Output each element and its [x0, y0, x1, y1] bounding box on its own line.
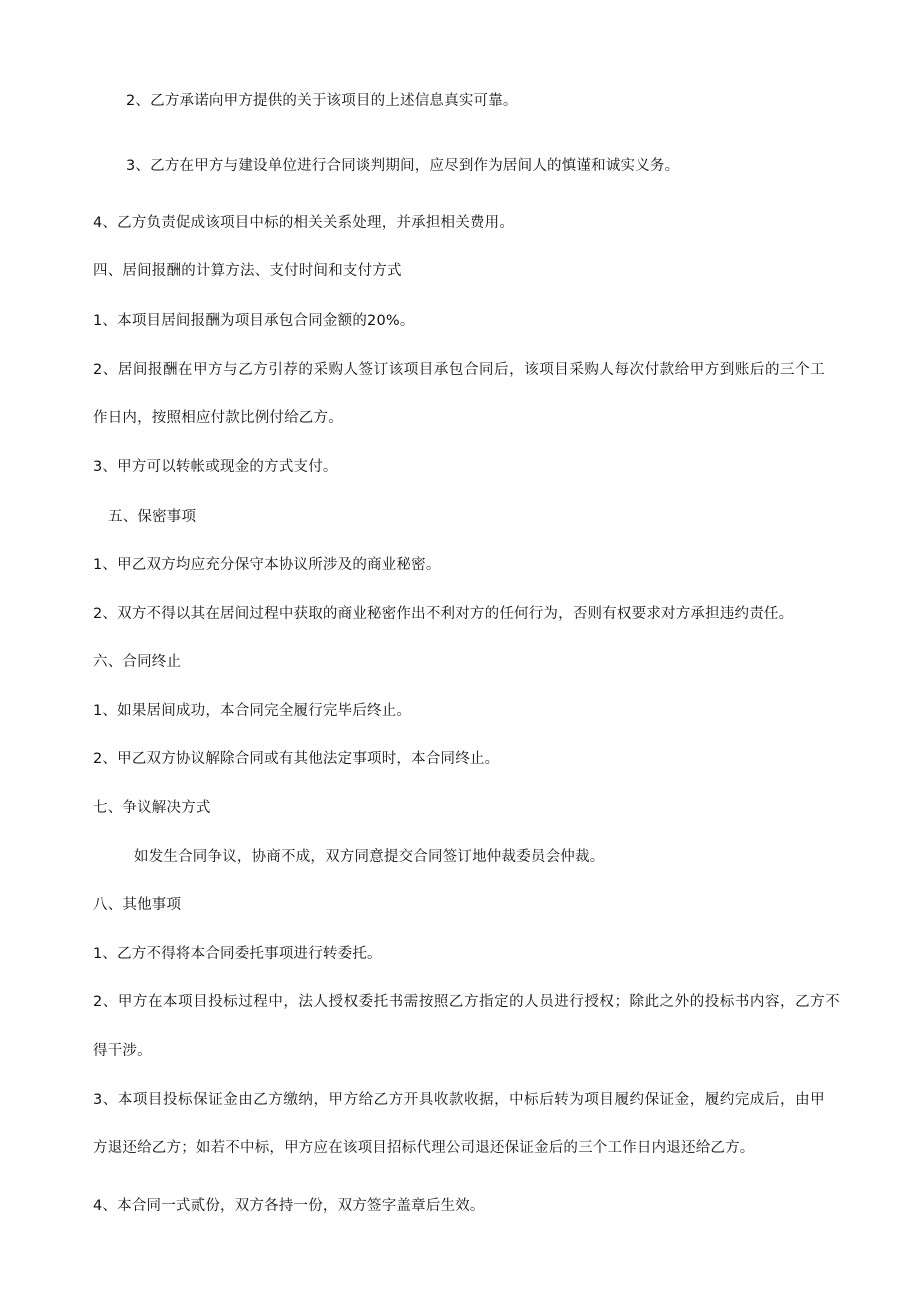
section-heading: 七、争议解决方式	[93, 800, 211, 816]
paragraph: 3、甲方可以转帐或现金的方式支付。	[93, 459, 338, 475]
section-heading: 六、合同终止	[93, 654, 182, 670]
paragraph: 2、双方不得以其在居间过程中获取的商业秘密作出不利对方的任何行为，否则有权要求对方承担违约责任。	[93, 606, 794, 622]
paragraph: 如发生合同争议，协商不成，双方同意提交合同签订地仲裁委员会仲裁。	[134, 849, 605, 865]
paragraph: 4、本合同一式贰份，双方各持一份，双方签字盖章后生效。	[93, 1198, 485, 1214]
section-heading: 四、居间报酬的计算方法、支付时间和支付方式	[93, 263, 402, 279]
paragraph: 2、乙方承诺向甲方提供的关于该项目的上述信息真实可靠。	[126, 93, 518, 109]
section-heading: 五、保密事项	[108, 509, 197, 525]
paragraph: 2、居间报酬在甲方与乙方引荐的采购人签订该项目承包合同后，该项目采购人每次付款给甲方到账后的三个工	[93, 362, 826, 378]
paragraph: 3、本项目投标保证金由乙方缴纳，甲方给乙方开具收款收据，中标后转为项目履约保证金，履约完成后，由甲	[93, 1092, 826, 1108]
paragraph: 1、本项目居间报酬为项目承包合同金额的20%。	[93, 313, 415, 329]
section-heading: 八、其他事项	[93, 897, 182, 913]
paragraph: 2、甲乙双方协议解除合同或有其他法定事项时，本合同终止。	[93, 751, 500, 767]
paragraph: 4、乙方负责促成该项目中标的相关关系处理，并承担相关费用。	[93, 215, 515, 231]
paragraph: 1、如果居间成功，本合同完全履行完毕后终止。	[93, 703, 412, 719]
paragraph-continuation: 方退还给乙方；如若不中标，甲方应在该项目招标代理公司退还保证金后的三个工作日内退还给乙方。	[93, 1140, 755, 1156]
paragraph: 1、乙方不得将本合同委托事项进行转委托。	[93, 946, 382, 962]
paragraph: 1、甲乙双方均应充分保守本协议所涉及的商业秘密。	[93, 557, 441, 573]
paragraph: 2、甲方在本项目投标过程中，法人授权委托书需按照乙方指定的人员进行授权；除此之外的投标书内容，乙方不	[93, 994, 841, 1010]
paragraph: 3、乙方在甲方与建设单位进行合同谈判期间，应尽到作为居间人的慎谨和诚实义务。	[126, 158, 680, 174]
paragraph-continuation: 作日内，按照相应付款比例付给乙方。	[93, 410, 343, 426]
paragraph-continuation: 得干涉。	[93, 1043, 152, 1059]
